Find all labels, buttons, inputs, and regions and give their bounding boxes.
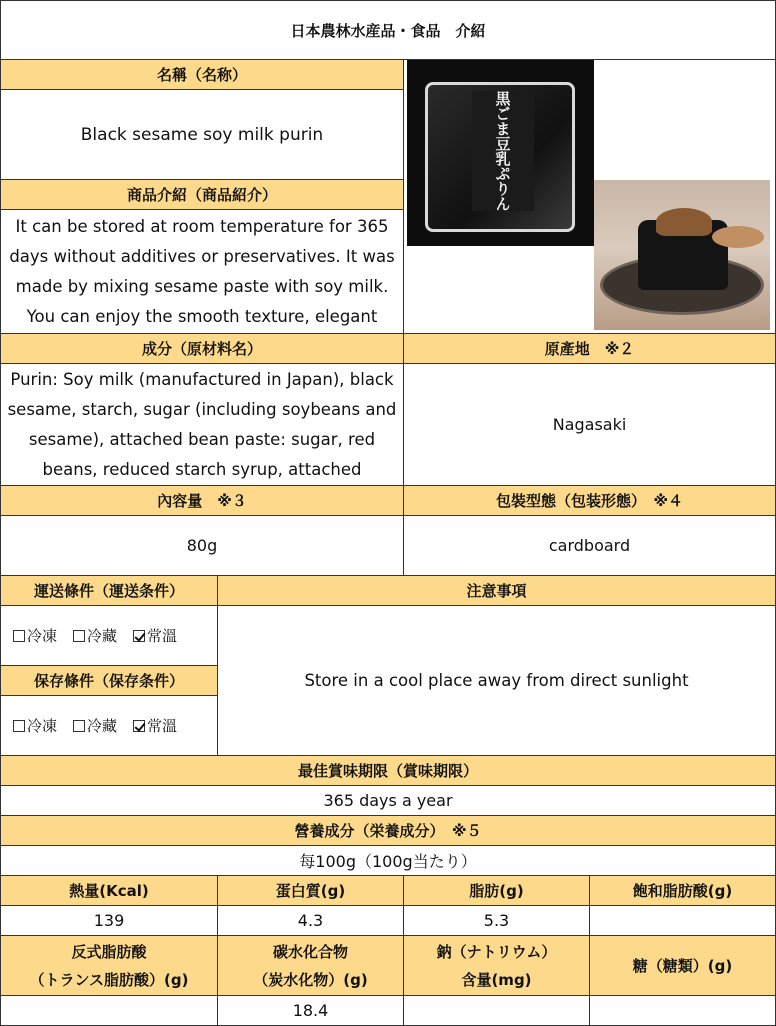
transport-option-label: 冷藏 xyxy=(87,627,118,645)
transport-options xyxy=(0,606,218,666)
nutrition-value-sodium xyxy=(404,996,590,1026)
checkbox-icon xyxy=(13,720,25,732)
nutrition-header-calories: 熱量(Kcal) xyxy=(0,876,218,906)
transport-option-chilled[interactable] xyxy=(73,625,117,646)
sodium-line1: 鈉（ナトリウム） xyxy=(436,942,557,961)
intro-label: 商品介紹（商品紹介） xyxy=(0,180,404,210)
nutrition-header-sugar xyxy=(590,936,776,996)
checked-checkbox-icon xyxy=(133,720,145,732)
storage-option-chilled[interactable] xyxy=(73,715,117,736)
origin-value: Nagasaki xyxy=(404,364,776,486)
sodium-line2: 含量(mg) xyxy=(461,970,532,989)
storage-option-frozen[interactable] xyxy=(13,715,57,736)
ingredients-value: Purin: Soy milk (manufactured in Japan), black sesame, starch, sugar (including soybeans and sesame), attached bean paste: sugar, red beans, reduced starch syrup, attached xyxy=(0,364,404,486)
checkbox-icon xyxy=(13,630,25,642)
nutrition-label: 營養成分（栄養成分） ※５ xyxy=(0,816,776,846)
nutrition-value-protein: 4.3 xyxy=(218,906,404,936)
transport-option-label: 冷凍 xyxy=(27,627,58,645)
package-photo xyxy=(407,60,594,246)
storage-label: 保存條件（保存条件） xyxy=(0,666,218,696)
best-before-label: 最佳賞味期限（賞味期限） xyxy=(0,756,776,786)
checked-checkbox-icon xyxy=(133,630,145,642)
package-label: 黒ごま豆乳ぷりん xyxy=(472,91,534,211)
content-value: 80g xyxy=(0,516,404,576)
spoon-icon xyxy=(712,226,764,248)
ingredients-label: 成分（原材料名） xyxy=(0,334,404,364)
package-bag-icon xyxy=(425,82,575,232)
best-before-value: 365 days a year xyxy=(0,786,776,816)
packaging-label: 包裝型態（包装形態） ※４ xyxy=(404,486,776,516)
name-value: Black sesame soy milk purin xyxy=(0,90,404,180)
transport-option-label: 常溫 xyxy=(147,627,178,645)
storage-option-label: 冷藏 xyxy=(87,717,118,735)
topping-icon xyxy=(656,208,712,236)
nutrition-value-carbohydrate: 18.4 xyxy=(218,996,404,1026)
notes-label: 注意事項 xyxy=(218,576,776,606)
notes-value: Store in a cool place away from direct sunlight xyxy=(218,606,776,756)
pudding-photo xyxy=(594,180,770,330)
transport-option-ambient[interactable] xyxy=(133,625,177,646)
trans-fat-line2: （トランス脂肪酸）(g) xyxy=(29,970,189,989)
nutrition-value-calories: 139 xyxy=(0,906,218,936)
intro-value: It can be stored at room temperature for 365 days without additives or preservatives. It was made by mixing sesame paste with soy milk. You can enjoy the smooth texture, elegant xyxy=(0,210,404,334)
name-label: 名稱（名称） xyxy=(0,60,404,90)
sheet-title-text: 日本農林水産品・食品 介紹 xyxy=(290,21,486,40)
origin-label: 原產地 ※２ xyxy=(404,334,776,364)
nutrition-header-carbohydrate xyxy=(218,936,404,996)
sheet-title xyxy=(0,0,776,60)
nutrition-value-saturated-fat xyxy=(590,906,776,936)
storage-options xyxy=(0,696,218,756)
storage-option-label: 冷凍 xyxy=(27,717,58,735)
transport-label: 運送條件（運送条件） xyxy=(0,576,218,606)
transport-option-frozen[interactable] xyxy=(13,625,57,646)
carbohydrate-line2: （炭水化物）(g) xyxy=(253,970,368,989)
nutrition-per: 每100g（100g当たり） xyxy=(0,846,776,876)
content-label: 內容量 ※３ xyxy=(0,486,404,516)
nutrition-header-protein: 蛋白質(g) xyxy=(218,876,404,906)
nutrition-value-sugar xyxy=(590,996,776,1026)
storage-option-ambient[interactable] xyxy=(133,715,177,736)
nutrition-header-sodium xyxy=(404,936,590,996)
storage-option-label: 常溫 xyxy=(147,717,178,735)
nutrition-value-trans-fat xyxy=(0,996,218,1026)
sugar-line1: 糖（糖類）(g) xyxy=(632,956,733,975)
nutrition-header-fat: 脂肪(g) xyxy=(404,876,590,906)
packaging-value: cardboard xyxy=(404,516,776,576)
nutrition-header-trans-fat xyxy=(0,936,218,996)
trans-fat-line1: 反式脂肪酸 xyxy=(71,942,147,961)
checkbox-icon xyxy=(73,630,85,642)
nutrition-header-saturated-fat: 飽和脂肪酸(g) xyxy=(590,876,776,906)
nutrition-value-fat: 5.3 xyxy=(404,906,590,936)
checkbox-icon xyxy=(73,720,85,732)
carbohydrate-line1: 碳水化合物 xyxy=(272,942,348,961)
